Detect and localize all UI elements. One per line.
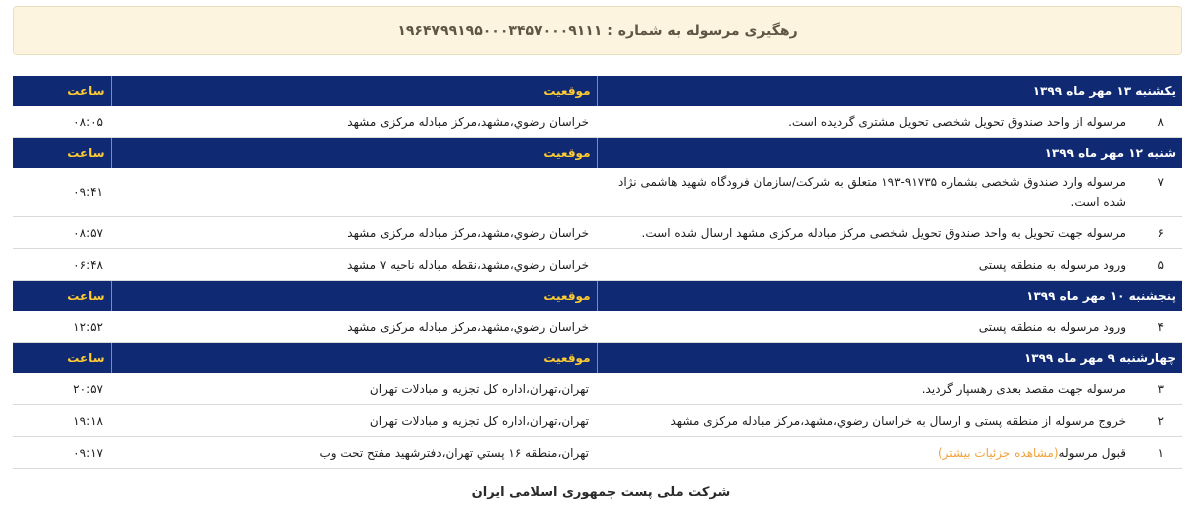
event-cell-content bbox=[605, 112, 1174, 132]
event-cell bbox=[597, 405, 1182, 437]
event-cell bbox=[597, 106, 1182, 138]
location-column-header: موقعیت bbox=[111, 343, 597, 374]
event-cell-content bbox=[605, 317, 1174, 337]
date-header-row bbox=[13, 76, 1182, 106]
event-text-wrapper bbox=[605, 443, 1126, 463]
time-cell: ۰۸:۵۷ bbox=[13, 217, 111, 249]
row-index-wrapper bbox=[1126, 411, 1174, 431]
event-cell bbox=[597, 249, 1182, 281]
details-link[interactable]: (مشاهده جزئیات بیشتر) bbox=[937, 445, 1059, 460]
event-cell-content bbox=[605, 379, 1174, 399]
location-column-header: موقعیت bbox=[111, 138, 597, 169]
table-row bbox=[13, 217, 1182, 249]
row-index-wrapper bbox=[1126, 255, 1174, 275]
time-cell: ۰۹:۱۷ bbox=[13, 437, 111, 469]
event-cell-content bbox=[605, 223, 1174, 243]
time-cell: ۱۹:۱۸ bbox=[13, 405, 111, 437]
event-text: مرسوله جهت تحویل به واحد صندوق تحویل شخصی مرکز مبادله مرکزی مشهد ارسال شده است. bbox=[641, 225, 1126, 240]
location-cell: تهران،تهران،اداره کل تجزیه و مبادلات تهران bbox=[111, 405, 597, 437]
location-cell: خراسان رضوي،مشهد،نقطه مبادله ناحیه ۷ مشهد bbox=[111, 249, 597, 281]
date-header: شنبه ۱۲ مهر ماه ۱۳۹۹ bbox=[597, 138, 1182, 169]
event-text: مرسوله از واحد صندوق تحویل شخصی تحویل مشتری گردیده است. bbox=[788, 114, 1126, 129]
row-index: ۸ bbox=[1157, 114, 1164, 129]
row-index: ۶ bbox=[1157, 225, 1164, 240]
location-column-header: موقعیت bbox=[111, 76, 597, 106]
row-index-wrapper bbox=[1126, 443, 1174, 463]
row-index: ۷ bbox=[1157, 175, 1164, 189]
table-row bbox=[13, 437, 1182, 469]
table-row bbox=[13, 405, 1182, 437]
event-text: مرسوله وارد صندوق شخصی بشماره ۹۱۷۳۵-۱۹۳ متعلق به شرکت/سازمان فرودگاه شهید هاشمی نژاد شده است. bbox=[618, 175, 1126, 209]
date-header-row bbox=[13, 343, 1182, 374]
row-index-wrapper bbox=[1126, 379, 1174, 399]
event-cell-content bbox=[605, 411, 1174, 431]
date-header: یکشنبه ۱۳ مهر ماه ۱۳۹۹ bbox=[597, 76, 1182, 106]
row-index-wrapper bbox=[1126, 172, 1174, 192]
event-text-wrapper bbox=[605, 223, 1126, 243]
time-column-header: ساعت bbox=[13, 76, 111, 106]
time-cell: ۱۲:۵۲ bbox=[13, 311, 111, 343]
event-text-wrapper bbox=[605, 112, 1126, 132]
location-cell bbox=[111, 168, 597, 217]
event-cell-content bbox=[605, 172, 1174, 212]
time-column-header: ساعت bbox=[13, 343, 111, 374]
event-cell-content bbox=[605, 255, 1174, 275]
date-header: چهارشنبه ۹ مهر ماه ۱۳۹۹ bbox=[597, 343, 1182, 374]
time-cell: ۲۰:۵۷ bbox=[13, 373, 111, 405]
event-text-wrapper bbox=[605, 379, 1126, 399]
tracking-title-label: رهگیری مرسوله به شماره : bbox=[607, 23, 798, 39]
location-cell: خراسان رضوي،مشهد،مرکز مبادله مرکزی مشهد bbox=[111, 106, 597, 138]
event-cell bbox=[597, 437, 1182, 469]
location-cell: خراسان رضوي،مشهد،مرکز مبادله مرکزی مشهد bbox=[111, 311, 597, 343]
date-header-row bbox=[13, 138, 1182, 169]
event-cell bbox=[597, 311, 1182, 343]
footer-text: شرکت ملی پست جمهوری اسلامی ایران bbox=[471, 485, 731, 500]
location-column-header: موقعیت bbox=[111, 281, 597, 312]
row-index-wrapper bbox=[1126, 223, 1174, 243]
time-column-header: ساعت bbox=[13, 138, 111, 169]
row-index: ۲ bbox=[1157, 413, 1164, 428]
event-text-wrapper bbox=[605, 172, 1126, 212]
row-index: ۴ bbox=[1157, 319, 1164, 334]
table-row bbox=[13, 168, 1182, 217]
table-row bbox=[13, 249, 1182, 281]
event-text: قبول مرسوله bbox=[1058, 445, 1126, 460]
row-index: ۵ bbox=[1157, 257, 1164, 272]
event-text-wrapper bbox=[605, 255, 1126, 275]
time-cell: ۰۸:۰۵ bbox=[13, 106, 111, 138]
tracking-title-box bbox=[13, 6, 1182, 55]
time-column-header: ساعت bbox=[13, 281, 111, 312]
table-row bbox=[13, 106, 1182, 138]
event-text-wrapper bbox=[605, 411, 1126, 431]
row-index-wrapper bbox=[1126, 317, 1174, 337]
row-index: ۱ bbox=[1157, 445, 1164, 460]
location-cell: تهران،تهران،اداره کل تجزیه و مبادلات تهران bbox=[111, 373, 597, 405]
date-header-row bbox=[13, 281, 1182, 312]
event-text: ورود مرسوله به منطقه پستی bbox=[978, 257, 1126, 272]
time-cell: ۰۶:۴۸ bbox=[13, 249, 111, 281]
tracking-table-body bbox=[13, 76, 1182, 469]
time-cell: ۰۹:۴۱ bbox=[13, 168, 111, 217]
event-cell-content bbox=[605, 443, 1174, 463]
event-cell bbox=[597, 168, 1182, 217]
event-text: ورود مرسوله به منطقه پستی bbox=[978, 319, 1126, 334]
event-cell bbox=[597, 217, 1182, 249]
row-index: ۳ bbox=[1157, 381, 1164, 396]
event-text: مرسوله جهت مقصد بعدی رهسپار گردید. bbox=[921, 381, 1126, 396]
table-row bbox=[13, 311, 1182, 343]
table-row bbox=[13, 373, 1182, 405]
location-cell: خراسان رضوي،مشهد،مرکز مبادله مرکزی مشهد bbox=[111, 217, 597, 249]
location-cell: تهران،منطقه ۱۶ پستي تهران،دفترشهید مفتح تحت وب bbox=[111, 437, 597, 469]
row-index-wrapper bbox=[1126, 112, 1174, 132]
event-cell bbox=[597, 373, 1182, 405]
tracking-number: ۱۹۶۴۷۹۹۱۹۵۰۰۰۳۴۵۷۰۰۰۹۱۱۱ bbox=[397, 23, 603, 39]
date-header: پنجشنبه ۱۰ مهر ماه ۱۳۹۹ bbox=[597, 281, 1182, 312]
tracking-table bbox=[13, 76, 1182, 469]
event-text-wrapper bbox=[605, 317, 1126, 337]
event-text: خروج مرسوله از منطقه پستی و ارسال به خراسان رضوي،مشهد،مرکز مبادله مرکزی مشهد bbox=[670, 413, 1126, 428]
